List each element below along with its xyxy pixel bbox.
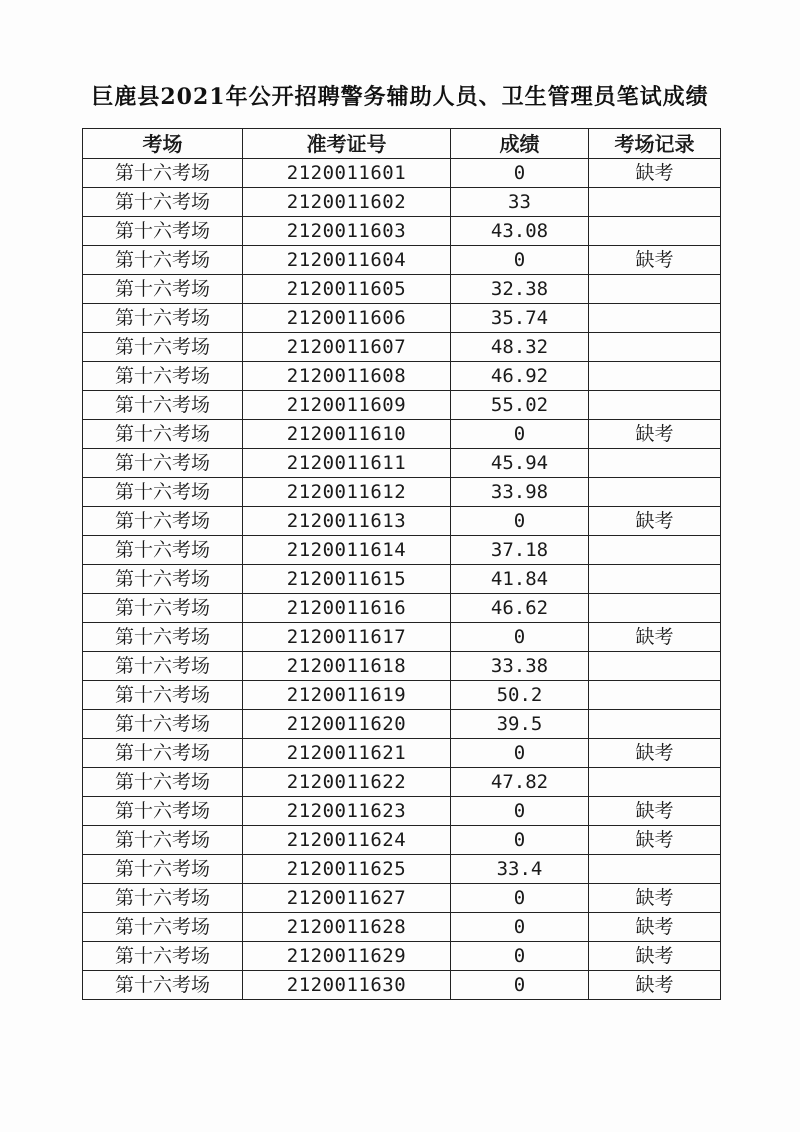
table-row bbox=[83, 159, 721, 188]
cell-ticket-number: 2120011603 bbox=[243, 217, 451, 246]
cell-exam-room: 第十六考场 bbox=[83, 304, 243, 333]
table-row bbox=[83, 884, 721, 913]
cell-record bbox=[589, 565, 721, 594]
cell-score: 46.62 bbox=[451, 594, 589, 623]
table-row bbox=[83, 304, 721, 333]
cell-exam-room: 第十六考场 bbox=[83, 217, 243, 246]
cell-score: 0 bbox=[451, 797, 589, 826]
table-row bbox=[83, 420, 721, 449]
cell-record bbox=[589, 275, 721, 304]
cell-score: 0 bbox=[451, 884, 589, 913]
cell-record: 缺考 bbox=[589, 942, 721, 971]
cell-score: 39.5 bbox=[451, 710, 589, 739]
cell-score: 0 bbox=[451, 246, 589, 275]
cell-exam-room: 第十六考场 bbox=[83, 594, 243, 623]
cell-exam-room: 第十六考场 bbox=[83, 188, 243, 217]
cell-ticket-number: 2120011605 bbox=[243, 275, 451, 304]
cell-score: 0 bbox=[451, 159, 589, 188]
table-row bbox=[83, 913, 721, 942]
cell-record: 缺考 bbox=[589, 739, 721, 768]
cell-exam-room: 第十六考场 bbox=[83, 768, 243, 797]
table-row bbox=[83, 391, 721, 420]
cell-score: 0 bbox=[451, 942, 589, 971]
cell-ticket-number: 2120011619 bbox=[243, 681, 451, 710]
column-header-exam-room: 考场 bbox=[83, 129, 243, 159]
cell-exam-room: 第十六考场 bbox=[83, 275, 243, 304]
cell-ticket-number: 2120011610 bbox=[243, 420, 451, 449]
cell-record: 缺考 bbox=[589, 420, 721, 449]
cell-score: 41.84 bbox=[451, 565, 589, 594]
cell-record bbox=[589, 449, 721, 478]
table-row bbox=[83, 594, 721, 623]
cell-record bbox=[589, 188, 721, 217]
cell-ticket-number: 2120011616 bbox=[243, 594, 451, 623]
cell-score: 0 bbox=[451, 739, 589, 768]
cell-record bbox=[589, 333, 721, 362]
cell-ticket-number: 2120011621 bbox=[243, 739, 451, 768]
cell-exam-room: 第十六考场 bbox=[83, 623, 243, 652]
cell-score: 33.38 bbox=[451, 652, 589, 681]
cell-exam-room: 第十六考场 bbox=[83, 942, 243, 971]
column-header-record: 考场记录 bbox=[589, 129, 721, 159]
cell-score: 0 bbox=[451, 913, 589, 942]
table-row bbox=[83, 855, 721, 884]
cell-exam-room: 第十六考场 bbox=[83, 333, 243, 362]
cell-exam-room: 第十六考场 bbox=[83, 971, 243, 1000]
cell-record: 缺考 bbox=[589, 507, 721, 536]
cell-record bbox=[589, 710, 721, 739]
cell-exam-room: 第十六考场 bbox=[83, 681, 243, 710]
table-row bbox=[83, 797, 721, 826]
cell-record: 缺考 bbox=[589, 971, 721, 1000]
table-row bbox=[83, 681, 721, 710]
cell-score: 32.38 bbox=[451, 275, 589, 304]
cell-record bbox=[589, 304, 721, 333]
table-row bbox=[83, 246, 721, 275]
table-row bbox=[83, 942, 721, 971]
cell-exam-room: 第十六考场 bbox=[83, 449, 243, 478]
cell-ticket-number: 2120011608 bbox=[243, 362, 451, 391]
cell-ticket-number: 2120011614 bbox=[243, 536, 451, 565]
cell-ticket-number: 2120011606 bbox=[243, 304, 451, 333]
score-table bbox=[82, 128, 721, 1000]
table-row bbox=[83, 449, 721, 478]
column-header-ticket-number: 准考证号 bbox=[243, 129, 451, 159]
table-row bbox=[83, 623, 721, 652]
cell-record: 缺考 bbox=[589, 623, 721, 652]
cell-ticket-number: 2120011630 bbox=[243, 971, 451, 1000]
cell-record: 缺考 bbox=[589, 913, 721, 942]
cell-record bbox=[589, 217, 721, 246]
cell-exam-room: 第十六考场 bbox=[83, 826, 243, 855]
document-title: 巨鹿县2021年公开招聘警务辅助人员、卫生管理员笔试成绩 bbox=[91, 84, 709, 110]
cell-score: 47.82 bbox=[451, 768, 589, 797]
cell-record bbox=[589, 855, 721, 884]
cell-ticket-number: 2120011609 bbox=[243, 391, 451, 420]
cell-record bbox=[589, 768, 721, 797]
table-row bbox=[83, 478, 721, 507]
table-row bbox=[83, 826, 721, 855]
cell-score: 45.94 bbox=[451, 449, 589, 478]
cell-exam-room: 第十六考场 bbox=[83, 855, 243, 884]
cell-score: 33.98 bbox=[451, 478, 589, 507]
cell-exam-room: 第十六考场 bbox=[83, 362, 243, 391]
cell-ticket-number: 2120011601 bbox=[243, 159, 451, 188]
cell-ticket-number: 2120011620 bbox=[243, 710, 451, 739]
cell-ticket-number: 2120011612 bbox=[243, 478, 451, 507]
cell-score: 33 bbox=[451, 188, 589, 217]
cell-score: 0 bbox=[451, 507, 589, 536]
cell-exam-room: 第十六考场 bbox=[83, 710, 243, 739]
table-row bbox=[83, 739, 721, 768]
cell-score: 43.08 bbox=[451, 217, 589, 246]
cell-exam-room: 第十六考场 bbox=[83, 420, 243, 449]
cell-score: 0 bbox=[451, 420, 589, 449]
cell-exam-room: 第十六考场 bbox=[83, 913, 243, 942]
table-row bbox=[83, 217, 721, 246]
cell-record bbox=[589, 478, 721, 507]
cell-score: 0 bbox=[451, 826, 589, 855]
table-row bbox=[83, 768, 721, 797]
cell-record: 缺考 bbox=[589, 797, 721, 826]
cell-record bbox=[589, 594, 721, 623]
cell-exam-room: 第十六考场 bbox=[83, 536, 243, 565]
table-row bbox=[83, 536, 721, 565]
cell-score: 48.32 bbox=[451, 333, 589, 362]
cell-exam-room: 第十六考场 bbox=[83, 391, 243, 420]
cell-ticket-number: 2120011613 bbox=[243, 507, 451, 536]
table-row bbox=[83, 507, 721, 536]
cell-exam-room: 第十六考场 bbox=[83, 884, 243, 913]
cell-record: 缺考 bbox=[589, 884, 721, 913]
cell-score: 46.92 bbox=[451, 362, 589, 391]
cell-record bbox=[589, 536, 721, 565]
cell-score: 35.74 bbox=[451, 304, 589, 333]
cell-ticket-number: 2120011618 bbox=[243, 652, 451, 681]
cell-score: 33.4 bbox=[451, 855, 589, 884]
table-row bbox=[83, 188, 721, 217]
cell-record bbox=[589, 362, 721, 391]
table-row bbox=[83, 652, 721, 681]
cell-exam-room: 第十六考场 bbox=[83, 478, 243, 507]
cell-record bbox=[589, 681, 721, 710]
cell-score: 50.2 bbox=[451, 681, 589, 710]
table-row bbox=[83, 710, 721, 739]
cell-exam-room: 第十六考场 bbox=[83, 739, 243, 768]
cell-ticket-number: 2120011625 bbox=[243, 855, 451, 884]
cell-exam-room: 第十六考场 bbox=[83, 797, 243, 826]
table-row bbox=[83, 275, 721, 304]
cell-record: 缺考 bbox=[589, 159, 721, 188]
column-header-score: 成绩 bbox=[451, 129, 589, 159]
table-row bbox=[83, 971, 721, 1000]
cell-ticket-number: 2120011615 bbox=[243, 565, 451, 594]
cell-ticket-number: 2120011617 bbox=[243, 623, 451, 652]
cell-exam-room: 第十六考场 bbox=[83, 159, 243, 188]
cell-ticket-number: 2120011604 bbox=[243, 246, 451, 275]
cell-record: 缺考 bbox=[589, 826, 721, 855]
cell-ticket-number: 2120011628 bbox=[243, 913, 451, 942]
cell-ticket-number: 2120011622 bbox=[243, 768, 451, 797]
cell-score: 37.18 bbox=[451, 536, 589, 565]
cell-ticket-number: 2120011627 bbox=[243, 884, 451, 913]
table-row bbox=[83, 565, 721, 594]
cell-ticket-number: 2120011624 bbox=[243, 826, 451, 855]
cell-record bbox=[589, 652, 721, 681]
cell-exam-room: 第十六考场 bbox=[83, 565, 243, 594]
cell-score: 0 bbox=[451, 971, 589, 1000]
cell-ticket-number: 2120011623 bbox=[243, 797, 451, 826]
cell-exam-room: 第十六考场 bbox=[83, 652, 243, 681]
cell-score: 0 bbox=[451, 623, 589, 652]
cell-ticket-number: 2120011607 bbox=[243, 333, 451, 362]
cell-ticket-number: 2120011611 bbox=[243, 449, 451, 478]
table-row bbox=[83, 333, 721, 362]
cell-ticket-number: 2120011629 bbox=[243, 942, 451, 971]
cell-record bbox=[589, 391, 721, 420]
cell-exam-room: 第十六考场 bbox=[83, 246, 243, 275]
cell-record: 缺考 bbox=[589, 246, 721, 275]
table-row bbox=[83, 362, 721, 391]
table-header-row bbox=[83, 129, 721, 159]
cell-score: 55.02 bbox=[451, 391, 589, 420]
cell-ticket-number: 2120011602 bbox=[243, 188, 451, 217]
cell-exam-room: 第十六考场 bbox=[83, 507, 243, 536]
table-body bbox=[83, 159, 721, 1000]
